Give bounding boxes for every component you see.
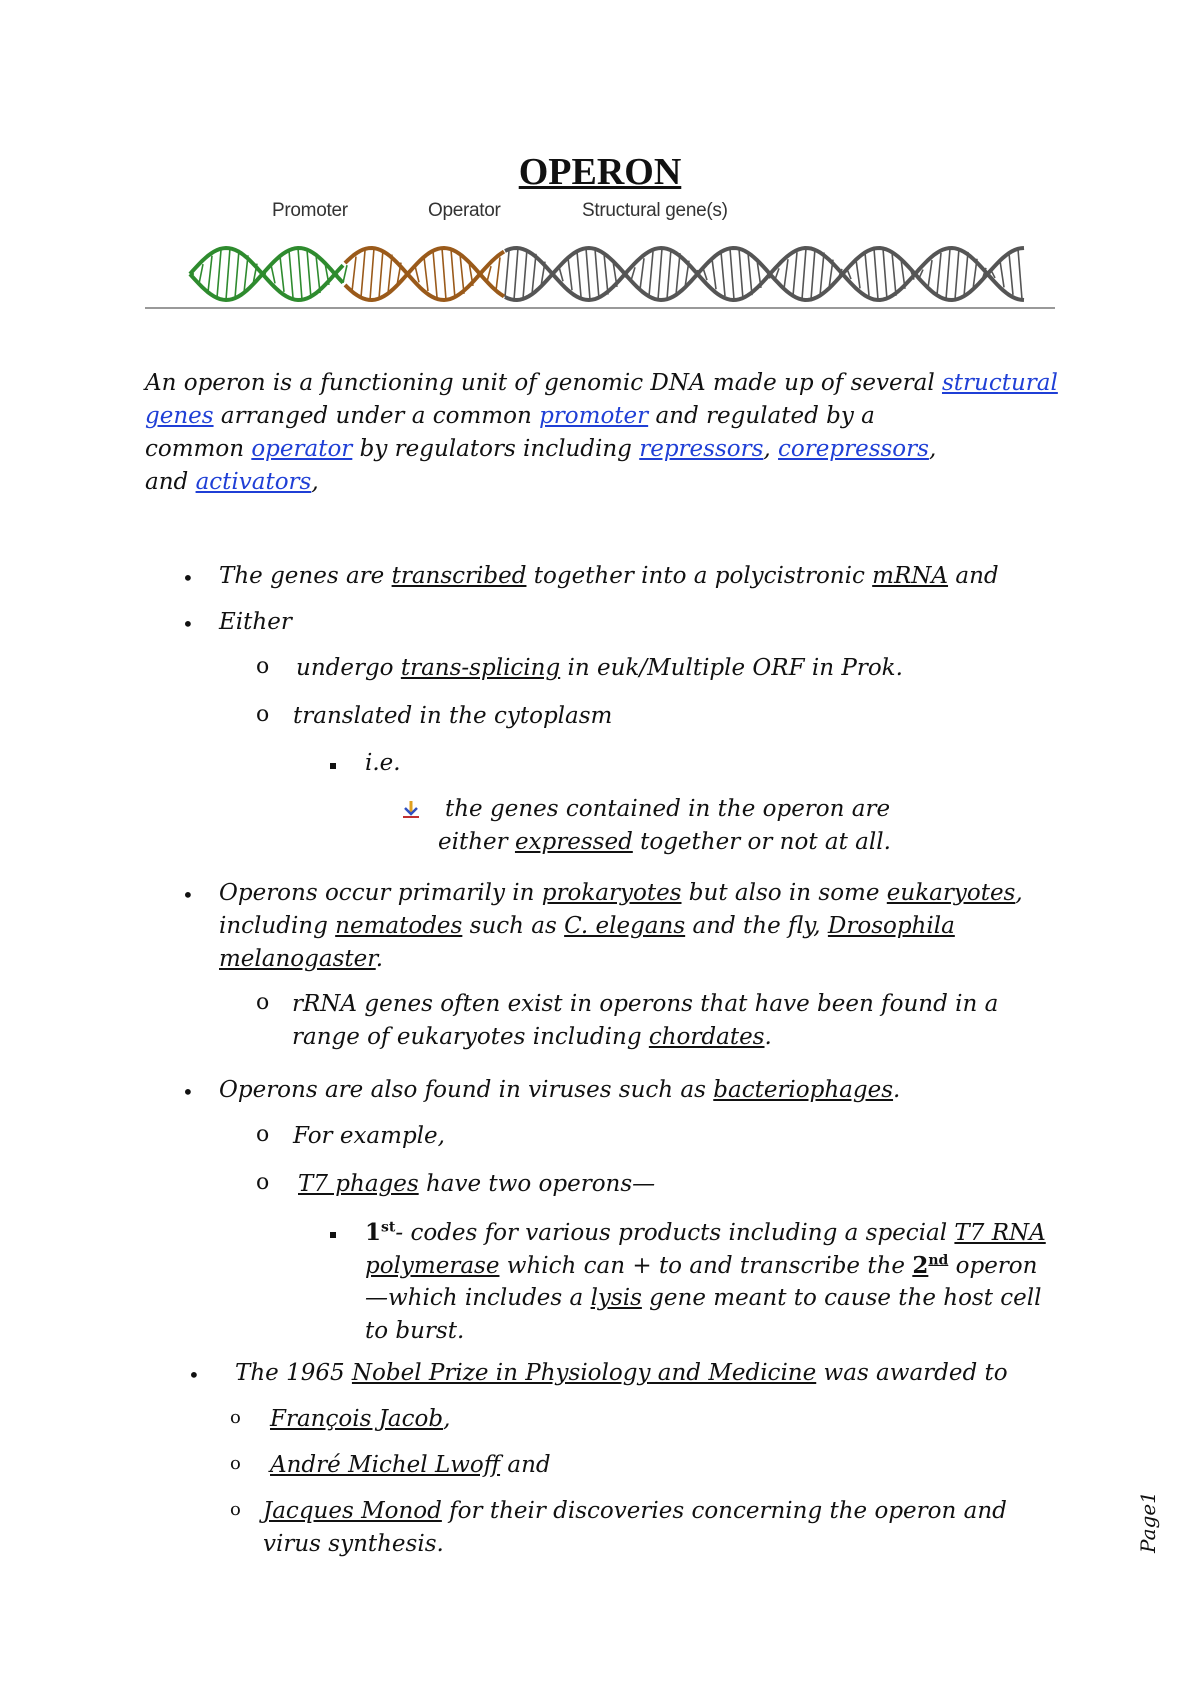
helix-rung (874, 249, 878, 300)
helix-rung (316, 255, 320, 293)
term: C. elegans (564, 913, 686, 939)
bullet-3-line-1 (219, 877, 1023, 910)
helix-rung (460, 254, 464, 294)
helix-rung (289, 250, 293, 297)
term: François Jacob (270, 1406, 444, 1432)
text: such as (462, 913, 565, 939)
helix-rung (370, 248, 374, 300)
text: range of eukaryotes including (292, 1024, 649, 1050)
text: and (500, 1452, 551, 1478)
helix-rung (721, 252, 725, 296)
text: have two operons— (418, 1171, 656, 1197)
operator-label: Operator (428, 200, 501, 221)
term: eukaryotes (886, 880, 1016, 906)
sub-bullet-circle: o (256, 654, 270, 679)
intro-line-1 (145, 367, 1058, 400)
bullet-dot: • (188, 1363, 200, 1387)
sub-bullet-circle: o (256, 1122, 270, 1147)
helix-rung (1000, 261, 1004, 288)
helix-rung (280, 256, 284, 292)
page-title: OPERON (518, 151, 682, 193)
intro-line-4 (145, 466, 319, 499)
helix-rung (298, 248, 302, 300)
sub-bullet-circle: o (256, 990, 270, 1015)
bullet-5-sub-2 (270, 1449, 551, 1482)
text: which can + to and transcribe the (499, 1253, 913, 1279)
bullet-5-sub-3-line-1 (263, 1495, 1007, 1528)
helix-rung (595, 249, 599, 299)
bullet-2 (219, 606, 292, 639)
bullet-4-sub-2 (298, 1168, 655, 1201)
helix-rung (946, 249, 950, 300)
genes-link[interactable]: genes (145, 403, 214, 429)
term: T7 RNA (954, 1220, 1046, 1246)
text: Either (219, 609, 292, 635)
text: and (948, 563, 999, 589)
text: Operons are also found in viruses such as (219, 1077, 714, 1103)
helix-rung (865, 252, 869, 295)
corepressors-link[interactable]: corepressors (778, 436, 929, 462)
intro-line-3 (145, 433, 936, 466)
helix-rung (514, 248, 518, 300)
sub-bullet-circle: o (230, 1499, 241, 1520)
promoter-link[interactable]: promoter (539, 403, 649, 429)
bullet-dot: • (182, 883, 194, 907)
intro-text: , (928, 436, 937, 462)
text: - codes for various products including a special (395, 1220, 955, 1246)
square-bullet (330, 763, 336, 769)
helix-rung (748, 253, 752, 295)
text: The 1965 (235, 1360, 352, 1386)
bullet-5 (235, 1357, 1008, 1390)
text: undergo (296, 655, 401, 681)
helix-rung (532, 254, 536, 294)
helix-rung (424, 257, 428, 291)
structural-genes-label: Structural gene(s) (582, 200, 728, 221)
helix-rung (1018, 249, 1022, 299)
term: melanogaster (219, 946, 376, 972)
term: T7 phages (298, 1171, 419, 1197)
helix-rung (523, 249, 527, 299)
bullet-5-sub-1 (270, 1403, 450, 1436)
helix-rung (496, 257, 500, 290)
bullet-2-sub-1 (296, 652, 903, 685)
helix-rung (361, 251, 365, 298)
sub-bullet-circle: o (256, 702, 270, 727)
arrow-bullet-icon (402, 800, 420, 818)
term: polymerase (365, 1253, 500, 1279)
promoter-label: Promoter (272, 200, 348, 221)
intro-text: , (763, 436, 779, 462)
ordinal-number: 2 (912, 1252, 929, 1279)
helix-rung (586, 248, 590, 300)
intro-text: arranged under a common (213, 403, 540, 429)
term: nematodes (335, 913, 463, 939)
helix-rung (892, 252, 896, 296)
helix-rung (487, 266, 491, 282)
helix-rung (451, 249, 455, 298)
term: chordates (648, 1024, 765, 1050)
square-bullet (330, 1232, 336, 1238)
helix-rung (730, 248, 734, 299)
term: mRNA (872, 563, 949, 589)
bullet-4-sub-2-a-line-1 (365, 1216, 1046, 1250)
text: including (219, 913, 336, 939)
helix-rung (856, 260, 860, 289)
helix-rung (379, 249, 383, 298)
page-number-label: Page1 (1136, 1491, 1160, 1553)
term: bacteriophages (713, 1077, 894, 1103)
helix-rung (649, 252, 653, 297)
text: and the fly, (685, 913, 828, 939)
helix-rung (235, 250, 239, 298)
helix-rung (811, 249, 815, 300)
helix-rung (433, 251, 437, 297)
text: . (893, 1077, 901, 1103)
bullet-4-sub-2-a-line-4: to burst. (365, 1318, 465, 1344)
intro-text: and regulated by a (648, 403, 875, 429)
operon-dna-figure (145, 196, 1055, 316)
bullet-1 (219, 560, 999, 593)
helix-rung (307, 250, 311, 299)
term: Nobel Prize in Physiology and Medicine (351, 1360, 817, 1386)
bullet-4 (219, 1074, 900, 1107)
text: Operons occur primarily in (219, 880, 542, 906)
text: operon (948, 1253, 1038, 1279)
bullet-2-sub-2 (293, 700, 612, 733)
helix-rung (928, 260, 932, 288)
helix-rung (568, 258, 572, 290)
helix-rung (442, 248, 446, 300)
term: Jacques Monod (263, 1498, 442, 1524)
helix-rung (667, 249, 671, 299)
term: transcribed (391, 563, 527, 589)
bullet-2-sub-2-a (365, 747, 401, 780)
bullet-dot: • (182, 566, 194, 590)
ordinal-suffix: st (381, 1219, 396, 1236)
helix-rung (415, 266, 419, 283)
helix-rung (1009, 253, 1013, 295)
operator-link[interactable]: operator (251, 436, 353, 462)
bullet-3-line-2 (219, 910, 955, 943)
helix-rung (208, 256, 212, 293)
text: , (1015, 880, 1023, 906)
ordinal-suffix: nd (928, 1252, 949, 1269)
helix-rung (883, 248, 887, 299)
intro-line-2 (145, 400, 875, 433)
helix-rung (505, 251, 509, 297)
text: in euk/Multiple ORF in Prok. (560, 655, 903, 681)
term: prokaryotes (541, 880, 682, 906)
term: expressed (514, 829, 633, 855)
bullet-3-sub-1-line-1: rRNA genes often exist in operons that have been found in a (292, 991, 999, 1017)
bullet-4-sub-1: For example, (293, 1123, 445, 1149)
text: , (443, 1406, 451, 1432)
ordinal-number: 1 (365, 1219, 382, 1246)
intro-text: and (145, 469, 196, 495)
text: for their discoveries concerning the operon and (441, 1498, 1007, 1524)
helix-rung (244, 255, 248, 292)
term: Drosophila (827, 913, 955, 939)
text: —which includes a (365, 1285, 591, 1311)
structural-link[interactable]: structural (941, 370, 1058, 396)
text: gene meant to cause the host cell (641, 1285, 1042, 1311)
text: together into a polycistronic (526, 563, 873, 589)
bullet-dot: • (182, 612, 194, 636)
text: . (375, 946, 384, 972)
helix-rung (820, 252, 824, 295)
helix-rung (343, 265, 347, 283)
repressors-link[interactable]: repressors (639, 436, 764, 462)
bullet-4-sub-2-a-line-3 (365, 1282, 1042, 1315)
helix-rung (739, 249, 743, 300)
intro-text: , (311, 469, 319, 495)
text: together or not at all. (632, 829, 891, 855)
bullet-2-sub-2-a-1-line-1: the genes contained in the operon are (445, 796, 891, 822)
helix-rung (640, 258, 644, 289)
helix-rung (271, 265, 275, 284)
bullet-2-sub-2-a-1-line-2 (438, 826, 891, 859)
helix-rung (352, 257, 356, 292)
helix-rung (802, 248, 806, 299)
helix-rung (226, 248, 230, 300)
helix-rung (388, 255, 392, 294)
text: i.e. (365, 750, 401, 776)
term: trans-splicing (400, 655, 561, 681)
helix-rung (199, 264, 203, 284)
bullet-5-sub-3-line-2: virus synthesis. (263, 1531, 444, 1557)
bullet-3-line-3 (219, 943, 383, 976)
text: The genes are (219, 563, 392, 589)
intro-text: An operon is a functioning unit of genomic DNA made up of several (145, 370, 942, 396)
helix-rung (937, 253, 941, 295)
helix-rung (955, 248, 959, 299)
helix-rung (793, 252, 797, 296)
activators-link[interactable]: activators (195, 469, 312, 495)
text: translated in the cytoplasm (293, 703, 613, 729)
helix-rung (604, 253, 608, 294)
helix-rung (676, 253, 680, 295)
helix-rung (964, 252, 968, 296)
text: . (764, 1024, 772, 1050)
helix-rung (658, 248, 662, 299)
bullet-3-sub-1-line-2 (292, 1021, 772, 1054)
sub-bullet-circle: o (256, 1170, 270, 1195)
text: either (438, 829, 515, 855)
text: was awarded to (816, 1360, 1008, 1386)
term: André Michel Lwoff (270, 1452, 501, 1478)
sub-bullet-circle: o (230, 1407, 241, 1428)
intro-text: by regulators including (352, 436, 640, 462)
sub-bullet-circle: o (230, 1453, 241, 1474)
helix-rung (577, 251, 581, 296)
bullet-dot: • (182, 1080, 194, 1104)
bullet-4-sub-2-a-line-2 (365, 1249, 1037, 1283)
text: but also in some (681, 880, 887, 906)
helix-rung (217, 250, 221, 298)
term: lysis (590, 1285, 642, 1311)
intro-text: common (145, 436, 252, 462)
helix-rung (784, 259, 788, 289)
helix-rung (712, 259, 716, 290)
